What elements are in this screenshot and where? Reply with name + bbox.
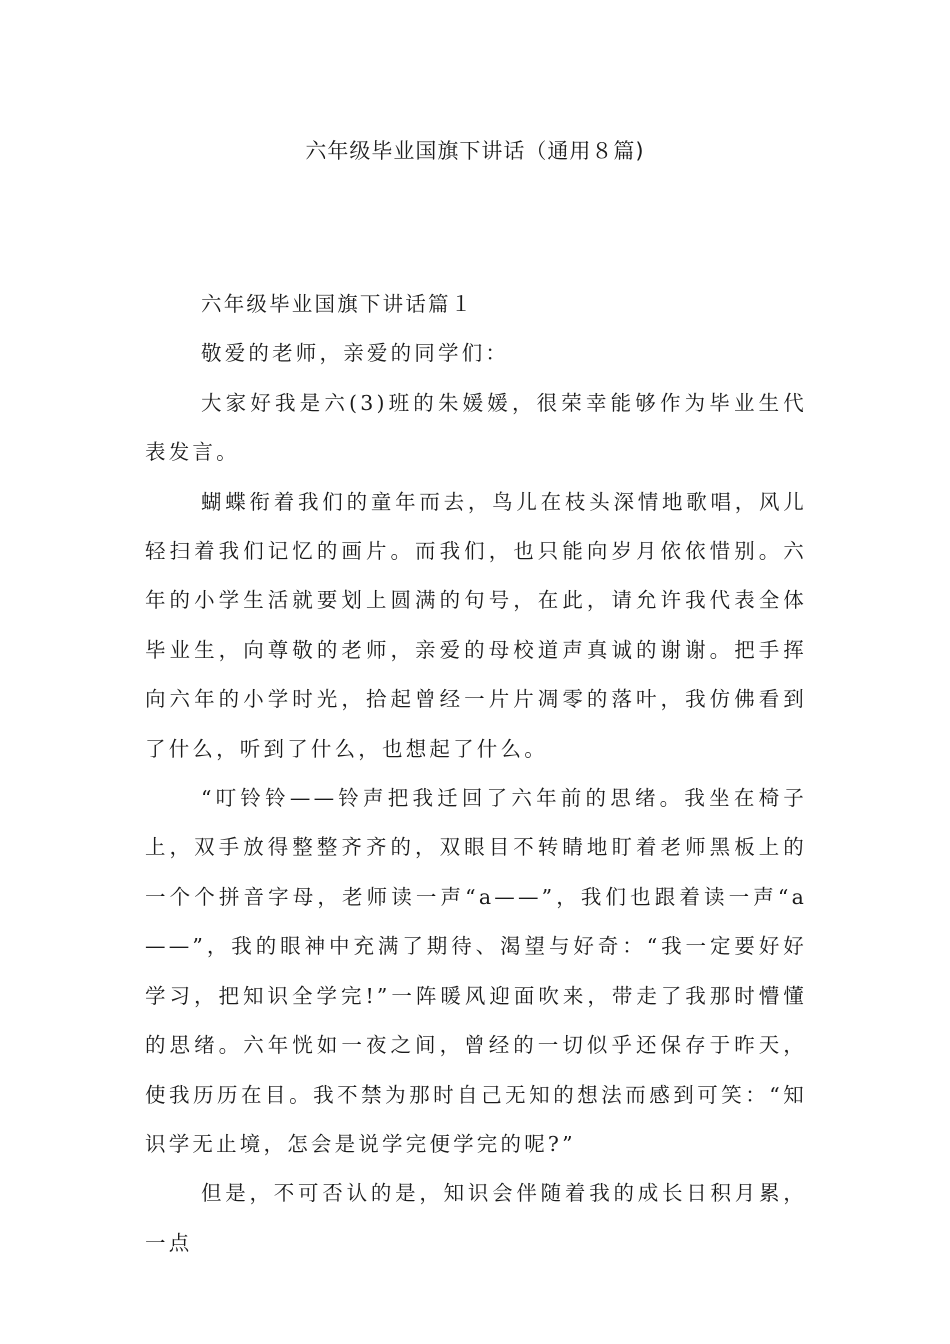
- salutation-paragraph: 敬爱的老师，亲爱的同学们：: [201, 341, 510, 366]
- document-body: [145, 280, 807, 1268]
- document-title: 六年级毕业国旗下讲话（通用８篇): [305, 139, 645, 163]
- body-paragraph: 蝴蝶衔着我们的童年而去，鸟儿在枝头深情地歌唱，风儿轻扫着我们记忆的画片。而我们，也只能向岁月依依惜别。六年的小学生活就要划上圆满的句号，在此，请允许我代表全体毕业生，向尊敬的老师，亲爱的母校道声真诚的谢谢。把手挥向六年的小学时光，拾起曾经一片片凋零的落叶，我仿佛看到了什么，听到了什么，也想起了什么。: [145, 489, 807, 761]
- body-paragraph: 但是，不可否认的是，知识会伴随着我的成长日积月累，一点: [145, 1181, 807, 1255]
- body-paragraph: “叮铃铃——铃声把我迁回了六年前的思绪。我坐在椅子上，双手放得整整齐齐的，双眼目不转睛地盯着老师黑板上的一个个拼音字母，老师读一声“a——”，我们也跟着读一声“a——”，我的眼神中充满了期待、渴望与好奇：“我一定要好好学习，把知识全学完!”一阵暖风迎面吹来，带走了我那时懵懂的思绪。六年恍如一夜之间，曾经的一切似乎还保存于昨天，使我历历在目。我不禁为那时自己无知的想法而感到可笑：“知识学无止境，怎会是说学完便学完的呢?”: [145, 786, 807, 1156]
- greeting-paragraph: 大家好我是六(3)班的朱媛媛，很荣幸能够作为毕业生代表发言。: [145, 390, 807, 465]
- section-heading: 六年级毕业国旗下讲话篇１: [201, 292, 474, 316]
